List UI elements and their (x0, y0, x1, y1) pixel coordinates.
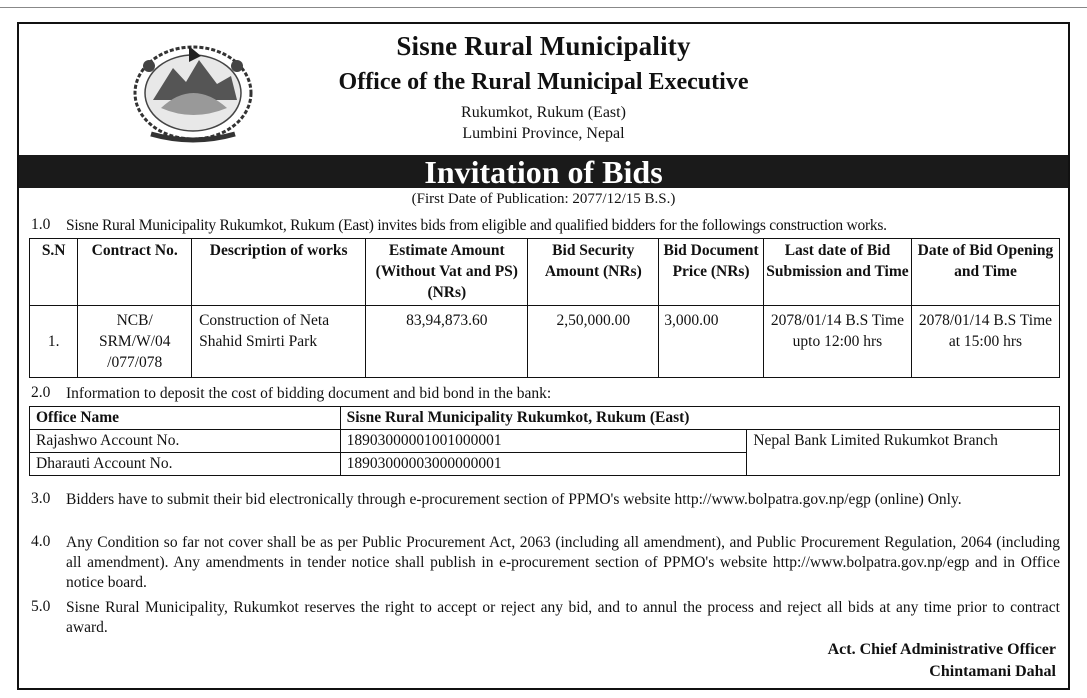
col-description: Description of works (192, 239, 366, 306)
cell-bid-security: 2,50,000.00 (528, 306, 659, 378)
bank-header-row (30, 407, 1060, 430)
address-line-2: Lumbini Province, Nepal (462, 125, 625, 142)
section-3-number: 3.0 (31, 490, 51, 507)
cell-sn: 1. (30, 306, 78, 378)
signatory-name: Chintamani Dahal (929, 663, 1056, 680)
bank-table (29, 406, 1060, 476)
col-contract-no: Contract No. (78, 239, 192, 306)
table-row (30, 430, 1060, 453)
col-opening-date: Date of Bid Opening and Time (911, 239, 1059, 306)
publication-date: (First Date of Publication: 2077/12/15 B.S.) (411, 191, 676, 207)
section-3-text: Bidders have to submit their bid electronically through e-procurement section of PPMO's website http://www.bolpatra.gov.np/egp (online) Only. (66, 491, 962, 508)
section-5-number: 5.0 (31, 598, 51, 615)
cell-submission-date: 2078/01/14 B.S Time upto 12:00 hrs (763, 306, 911, 378)
section-4-text: Any Condition so far not cover shall be as per Public Procurement Act, 2063 (including all amendment), and Public Procurement Regulation, 2064 (including all amendment). Any amendments in tender notice shall publish in e-procurement section of PPMO's website http://www.bolpatra.gov.np/egp and in Office notice board. (66, 534, 1060, 591)
cell-description: Construction of Neta Shahid Smirti Park (192, 306, 366, 378)
cell-contract-no: NCB/ SRM/W/04 /077/078 (78, 306, 192, 378)
section-2-number: 2.0 (31, 384, 51, 401)
section-1-number: 1.0 (31, 216, 51, 233)
bid-table (29, 238, 1060, 378)
col-estimate-amount: Estimate Amount (Without Vat and PS) (NRs) (366, 239, 528, 306)
cell-opening-date: 2078/01/14 B.S Time at 15:00 hrs (911, 306, 1059, 378)
signatory-designation: Act. Chief Administrative Officer (827, 641, 1056, 658)
section-2-text: Information to deposit the cost of bidding document and bid bond in the bank: (66, 385, 552, 402)
section-1-text: Sisne Rural Municipality Rukumkot, Rukum (East) invites bids from eligible and qualified bidders for the followings construction works. (66, 217, 887, 234)
col-sn: S.N (30, 239, 78, 306)
municipality-title: Sisne Rural Municipality (396, 31, 691, 61)
address-line-1: Rukumkot, Rukum (East) (461, 104, 626, 121)
col-submission-date: Last date of Bid Submission and Time (763, 239, 911, 306)
bank-header-office-name: Office Name (30, 407, 341, 430)
bank-account-number: 18903000001001000001 (340, 430, 747, 453)
invitation-banner: Invitation of Bids (19, 155, 1068, 188)
table-row (30, 306, 1060, 378)
bid-table-header-row (30, 239, 1060, 306)
section-4-number: 4.0 (31, 533, 51, 550)
bank-account-label: Dharauti Account No. (30, 453, 341, 476)
cell-document-price: 3,000.00 (659, 306, 764, 378)
col-bid-security: Bid Security Amount (NRs) (528, 239, 659, 306)
office-subtitle: Office of the Rural Municipal Executive (338, 69, 749, 95)
notice-frame (17, 22, 1070, 690)
bank-header-municipality: Sisne Rural Municipality Rukumkot, Rukum (East) (340, 407, 1059, 430)
col-document-price: Bid Document Price (NRs) (659, 239, 764, 306)
top-rule (0, 7, 1087, 8)
section-5-text: Sisne Rural Municipality, Rukumkot reserves the right to accept or reject any bid, and to annul the process and reject all bids at any time prior to contract award. (66, 599, 1060, 636)
bank-account-number: 18903000003000000001 (340, 453, 747, 476)
bank-name: Nepal Bank Limited Rukumkot Branch (747, 430, 1060, 476)
bank-account-label: Rajashwo Account No. (30, 430, 341, 453)
cell-estimate-amount: 83,94,873.60 (366, 306, 528, 378)
